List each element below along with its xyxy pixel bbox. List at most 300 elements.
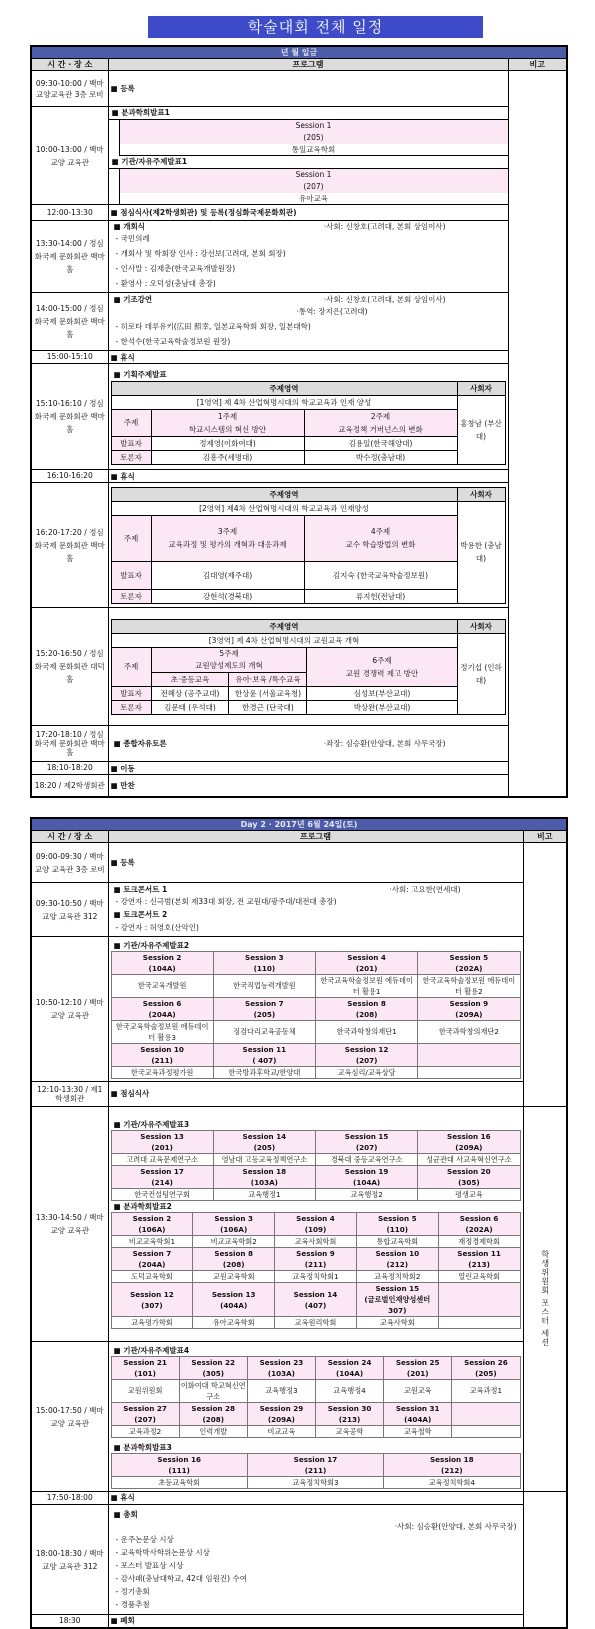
agenda-line: - 포스터 발표상 시상 bbox=[115, 1560, 184, 1570]
session-grid bbox=[111, 1356, 521, 1438]
time-cell: 10:50-12:10 / 백마교양 교육관 bbox=[31, 937, 108, 1082]
session-org bbox=[418, 1066, 520, 1078]
discussant: 김문태 (우석대) bbox=[151, 700, 229, 714]
session-title: Session 1 bbox=[295, 121, 332, 130]
session-header bbox=[193, 1213, 275, 1236]
session-title: Session 25 bbox=[395, 1357, 440, 1367]
session-room: (205) bbox=[303, 133, 324, 142]
session-org: 경북대 중등교육연구소 bbox=[316, 1154, 418, 1166]
session-header bbox=[418, 1043, 520, 1066]
topic-label: 주제 bbox=[111, 409, 151, 436]
session-org: 한국과학창의재단1 bbox=[316, 1020, 418, 1043]
session-header bbox=[111, 951, 213, 974]
session-header bbox=[384, 1453, 520, 1476]
discussant: 박상완(부산교대) bbox=[307, 700, 457, 714]
session-title: Session 2 bbox=[132, 1214, 172, 1223]
talk-heading: ■ 토크콘서트 1 bbox=[113, 885, 168, 895]
session-org: 비교교육 bbox=[247, 1425, 315, 1437]
time-cell: 17:50-18:00 bbox=[31, 1492, 108, 1505]
session-room: (213) bbox=[468, 1260, 490, 1269]
section-heading: ■ 분과학회발표3 bbox=[113, 1442, 172, 1452]
session-title: Session 7 bbox=[245, 998, 284, 1008]
session-room: (111) bbox=[168, 1465, 190, 1475]
session-title: Session 19 bbox=[344, 1167, 389, 1176]
session-org: 교육정치학회4 bbox=[384, 1476, 520, 1488]
program-lunch: ■ 점심식사 bbox=[108, 1082, 523, 1107]
time-cell: 09:30-10:00 / 백마교양교육관 3층 로비 bbox=[31, 71, 108, 107]
session-room: (207) bbox=[134, 1414, 156, 1424]
session-header bbox=[356, 1248, 438, 1271]
session-room: (208) bbox=[355, 1009, 378, 1019]
session-org: 교육심리/교육상담 bbox=[316, 1066, 418, 1078]
session-header bbox=[452, 1402, 520, 1425]
topic-number: 5주제 bbox=[219, 648, 239, 658]
session-title: Session 6 bbox=[459, 1214, 499, 1223]
session-room: (211) bbox=[151, 1055, 173, 1065]
session-header bbox=[418, 951, 520, 974]
session-room: (404A) bbox=[220, 1300, 248, 1310]
session-org: 통일교육학회 bbox=[120, 144, 508, 155]
session-title: Session 21 bbox=[123, 1357, 167, 1367]
moderator-header: 사회자 bbox=[457, 487, 505, 501]
note-cell bbox=[523, 1492, 567, 1629]
col-program-header: 프로그램 bbox=[108, 831, 523, 843]
session-room: (106A) bbox=[138, 1225, 166, 1234]
program-lunch: ■ 점심식사(제2학생회관) 및 등록(정심화국제문화회관) bbox=[108, 205, 508, 221]
session-org: 한국교육학술정보원 에듀데이터 활용1 bbox=[316, 974, 418, 997]
session-room: (307) bbox=[141, 1300, 163, 1310]
session-title: Session 5 bbox=[377, 1214, 417, 1223]
session-title: Session 11 bbox=[242, 1044, 287, 1054]
session-title: Session 23 bbox=[259, 1357, 304, 1367]
session-room: (305) bbox=[202, 1368, 225, 1378]
session-header bbox=[356, 1213, 438, 1236]
session-title: Session 14 bbox=[242, 1132, 287, 1141]
theme-table bbox=[111, 381, 506, 465]
time-cell: 18:20 / 제2학생회관 bbox=[31, 775, 108, 797]
session-room: (407) bbox=[304, 1300, 327, 1310]
time-cell: 12:00-13:30 bbox=[31, 205, 108, 221]
session-title: Session 15 bbox=[375, 1284, 420, 1293]
session-org: 한국컨설팅연구회 bbox=[111, 1189, 213, 1201]
session-org: 비교교육학회1 bbox=[111, 1236, 193, 1248]
session-header bbox=[111, 1248, 193, 1271]
session-org: 한국교육학술정보원 에듀데이터 활용2 bbox=[418, 974, 520, 997]
session-header bbox=[275, 1248, 357, 1271]
session-header bbox=[438, 1213, 520, 1236]
theme-title: [2영역] 제4차 산업혁명시대의 학교교육과 인재양성 bbox=[111, 501, 457, 515]
agenda-line: - 환영사 : 오덕성(충남대 총장) bbox=[115, 279, 216, 289]
session-header bbox=[316, 951, 418, 974]
topic-title: 교수 학습방법의 변화 bbox=[345, 540, 416, 550]
session-org: 유아교육 bbox=[120, 193, 508, 204]
session-header bbox=[111, 997, 213, 1020]
chair-text: ·사회: 고요한(연세대) bbox=[389, 885, 461, 895]
agenda-line: - 강연자 : 허영호(산악인) bbox=[115, 922, 199, 932]
session-org: 한국직업능력개발원 bbox=[213, 974, 315, 997]
presenter: 김대영(제주대) bbox=[151, 561, 304, 589]
chair-text: ·사회: 신창호(고려대, 본회 상임이사) bbox=[323, 295, 446, 305]
session-room: (201) bbox=[151, 1143, 173, 1152]
presenter: 전혜상 (공주교대) bbox=[151, 686, 229, 700]
session-header bbox=[247, 1356, 315, 1379]
agenda-line: - 한석수(한국교육학술정보원 원장) bbox=[115, 336, 231, 346]
session-title: Session 5 bbox=[449, 952, 489, 962]
session-title: Session 1 bbox=[295, 170, 332, 179]
session-header bbox=[247, 1402, 315, 1425]
agenda-line: - 교육학박사학위논문상 시상 bbox=[115, 1547, 210, 1557]
session-header bbox=[193, 1283, 275, 1317]
time-cell: 18:10-18:20 bbox=[31, 762, 108, 775]
chair-text: ·좌장: 심승환(안양대, 본회 사무국장) bbox=[323, 739, 446, 749]
col-program-header: 프로그램 bbox=[108, 59, 508, 71]
day2-schedule-table bbox=[30, 817, 568, 1629]
discussant: 김흥주(세명대) bbox=[151, 450, 304, 464]
session-org: 평생교육 bbox=[418, 1189, 520, 1201]
session-org: 유아교육학회 bbox=[193, 1317, 275, 1329]
day1-schedule-table bbox=[30, 45, 568, 798]
presenter-label: 발표자 bbox=[111, 686, 151, 700]
session-header bbox=[438, 1283, 520, 1317]
program-break: ■ 휴식 bbox=[108, 470, 508, 483]
section-heading: ■ 기관/자유주제발표2 bbox=[113, 940, 190, 950]
session-org: 통합교육학회 bbox=[356, 1236, 438, 1248]
session-header bbox=[247, 1453, 383, 1476]
session-title: Session 28 bbox=[191, 1403, 236, 1413]
session-grid bbox=[111, 1130, 521, 1201]
session-org: 초등교육학회 bbox=[111, 1476, 247, 1488]
session-org: 비교교육학회2 bbox=[193, 1236, 275, 1248]
session-room: (202A) bbox=[455, 963, 483, 973]
session-org: 교육정치학회3 bbox=[247, 1476, 383, 1488]
session-room: (212) bbox=[441, 1465, 463, 1475]
session-header bbox=[213, 1166, 315, 1189]
session-room: (110) bbox=[253, 963, 276, 973]
session-org: 징검다리교육공동체 bbox=[213, 1020, 315, 1043]
agenda-line: - 개회사 및 학회장 인사 : 강선보(고려대, 본회 회장) bbox=[115, 249, 286, 259]
session-org: 교육행정2 bbox=[316, 1189, 418, 1201]
session-room: (204A) bbox=[138, 1260, 166, 1269]
topic-number: 3주제 bbox=[217, 527, 238, 537]
session-title: Session 8 bbox=[214, 1249, 254, 1258]
moderator: 정기섭 (인하대) bbox=[457, 633, 505, 714]
time-cell: 09:30-10:50 / 백마교양 교육관 312 bbox=[31, 883, 108, 937]
session-org: 인력개발 bbox=[179, 1425, 247, 1437]
session-room: (201) bbox=[406, 1368, 429, 1378]
col-time-header: 시 간 · 장 소 bbox=[31, 59, 108, 71]
session-title: Session 12 bbox=[130, 1289, 174, 1299]
session-title: Session 27 bbox=[123, 1403, 167, 1413]
session-title: Session 31 bbox=[395, 1403, 440, 1413]
session-title: Session 12 bbox=[344, 1044, 389, 1054]
session-org: 교육과정1 bbox=[452, 1379, 520, 1402]
opening-heading: ■ 개회식 bbox=[113, 222, 145, 231]
session-header bbox=[452, 1356, 520, 1379]
col-note-header: 비고 bbox=[523, 831, 567, 843]
presenter: 정제영(이화여대) bbox=[151, 436, 304, 450]
time-cell: 10:00-13:00 / 백마교양 교육관 bbox=[31, 107, 108, 205]
session-title: Session 10 bbox=[375, 1249, 420, 1258]
session-room: (101) bbox=[134, 1368, 156, 1378]
session-title: Session 22 bbox=[191, 1357, 236, 1367]
session-room: (103A) bbox=[267, 1368, 295, 1378]
session-room: (305) bbox=[458, 1178, 480, 1187]
session-title: Session 29 bbox=[259, 1403, 304, 1413]
moderator: 홍창남 (부산대) bbox=[457, 395, 505, 464]
session-title: Session 9 bbox=[449, 998, 489, 1008]
topic-label: 주제 bbox=[111, 515, 151, 561]
theme-title: [1영역] 제 4차 산업혁명시대의 학교교육과 인재 양성 bbox=[111, 395, 457, 409]
time-cell: 18:30 bbox=[31, 1615, 108, 1629]
session-room: (212) bbox=[386, 1260, 409, 1269]
session-room: (104A) bbox=[353, 1178, 381, 1187]
agenda-line: - 강연자 : 신극범(본회 제33대 회장, 전 교원대/광주대/대전대 총장) bbox=[115, 896, 337, 906]
session-grid bbox=[111, 951, 521, 1079]
theme-title: [3영역] 제 4차 산업혁명시대의 교원교육 개혁 bbox=[111, 633, 457, 647]
moderator-header: 사회자 bbox=[457, 381, 505, 395]
session-title: Session 3 bbox=[214, 1214, 254, 1223]
discussion-heading: ■ 종합자유토론 bbox=[113, 739, 167, 749]
session-title: Session 7 bbox=[132, 1249, 172, 1258]
area-header: 주제영역 bbox=[111, 619, 457, 633]
session-org: 고려대 교육문제연구소 bbox=[111, 1154, 213, 1166]
session-title: Session 15 bbox=[344, 1132, 389, 1141]
page-title: 학술대회 전체 일정 bbox=[148, 16, 483, 38]
session-block bbox=[119, 169, 508, 204]
session-title: Session 9 bbox=[296, 1249, 335, 1258]
session-title: Session 13 bbox=[211, 1289, 256, 1299]
time-cell: 14:00-15:00 / 정심화국제 문화회관 백마홀 bbox=[31, 293, 108, 351]
session-header bbox=[213, 997, 315, 1020]
keynote-heading: ■ 기조강연 bbox=[113, 295, 153, 305]
session-title: Session 11 bbox=[457, 1249, 501, 1258]
chair-text: ·사회: 신창호(고려대, 본회 상임이사) bbox=[323, 222, 446, 231]
session-title: Session 3 bbox=[245, 952, 284, 962]
moderator: 박용한 (충남대) bbox=[457, 501, 505, 603]
session-header bbox=[111, 1043, 213, 1066]
theme-table bbox=[111, 487, 506, 604]
session-org: 교육정치학회1 bbox=[275, 1271, 357, 1283]
day1-banner: 년 월 일금 bbox=[31, 46, 567, 59]
session-org: 교육사회학회 bbox=[275, 1236, 357, 1248]
program-break: ■ 휴식 bbox=[108, 1492, 523, 1505]
session-org bbox=[438, 1317, 520, 1329]
session-org: 재정경제학회 bbox=[438, 1236, 520, 1248]
session-room: (104A) bbox=[335, 1368, 364, 1378]
time-cell: 13:30-14:50 / 백마교양 교육관 bbox=[31, 1107, 108, 1342]
presenter: 한상윤 (서울교육청) bbox=[229, 686, 307, 700]
program-registration: ■ 등록 bbox=[108, 843, 523, 883]
session-title: Session 18 bbox=[242, 1167, 287, 1176]
session-title: Session 4 bbox=[347, 952, 386, 962]
session-block bbox=[119, 120, 508, 156]
agenda-line: - 히로타 데루유키(広田 照幸, 일본교육학회 회장, 일본대학) bbox=[115, 321, 311, 331]
session-title: Session 14 bbox=[293, 1289, 338, 1299]
topic-title: 학교시스템의 혁신 방안 bbox=[188, 424, 267, 434]
time-cell: 12:10-13:30 / 제1학생회관 bbox=[31, 1082, 108, 1107]
session-room: (205) bbox=[253, 1009, 276, 1019]
session-org: 영남대 고등교육정책연구소 bbox=[213, 1154, 315, 1166]
time-cell: 18:00-18:30 / 백마교양 교육관 312 bbox=[31, 1505, 108, 1615]
section-heading: ■ 분과학회발표1 bbox=[109, 107, 508, 120]
session-room: (109) bbox=[304, 1225, 327, 1234]
session-room: (글로벌인재양성센터 307) bbox=[364, 1295, 431, 1315]
time-cell: 09:00-09:30 / 백마교양 교육관 3층 로비 bbox=[31, 843, 108, 883]
discussant: 한경근 (단국대) bbox=[229, 700, 307, 714]
discussant-label: 토론자 bbox=[111, 700, 151, 714]
interpreter-text: ·통역: 장지은(고려대) bbox=[296, 306, 368, 316]
presenter: 김지숙 (한국교육학술정보원) bbox=[304, 561, 457, 589]
agenda-line: - 경품추첨 bbox=[115, 1599, 150, 1609]
area-header: 주제영역 bbox=[111, 381, 457, 395]
session-room: (106A) bbox=[220, 1225, 248, 1234]
session-header bbox=[316, 1043, 418, 1066]
session-header bbox=[356, 1283, 438, 1317]
chair-text: ·사회: 심승환(안양대, 본회 사무국장) bbox=[394, 1521, 517, 1531]
session-title: Session 4 bbox=[296, 1214, 335, 1223]
session-header bbox=[275, 1283, 357, 1317]
topic-number: 1주제 bbox=[217, 411, 238, 421]
agenda-line: - 국민의례 bbox=[115, 234, 150, 244]
session-org: 교육행정1 bbox=[213, 1189, 315, 1201]
session-title: Session 17 bbox=[293, 1454, 338, 1464]
agenda-line: - 정기총회 bbox=[115, 1586, 150, 1596]
session-header bbox=[111, 1402, 179, 1425]
topic-number: 4주제 bbox=[370, 527, 391, 537]
session-org: 교육정치학회2 bbox=[356, 1271, 438, 1283]
session-org: 한국교육학술정보원 에듀데이터 활용3 bbox=[111, 1020, 213, 1043]
presenter: 김용일(한국해양대) bbox=[304, 436, 457, 450]
session-org: 한국방과후학교/한양대 bbox=[213, 1066, 315, 1078]
topic-title: 교육정책 거버넌스의 변화 bbox=[338, 424, 423, 434]
session-room: (209A) bbox=[267, 1414, 295, 1424]
session-header bbox=[193, 1248, 275, 1271]
session-grid bbox=[111, 1453, 521, 1489]
note-cell bbox=[508, 71, 567, 797]
time-cell: 16:20-17:20 / 정심화국제 문화회관 백마홀 bbox=[31, 483, 108, 608]
session-room: (207) bbox=[355, 1055, 378, 1065]
section-heading: ■ 기관/자유주제발표3 bbox=[113, 1120, 190, 1129]
discussant-label: 토론자 bbox=[111, 450, 151, 464]
session-header bbox=[111, 1213, 193, 1236]
session-room: (207) bbox=[303, 182, 324, 191]
time-cell: 15:20-16:50 / 정심화국제 문화회관 대덕홀 bbox=[31, 608, 108, 726]
session-title: Session 18 bbox=[430, 1454, 474, 1464]
col-time-header: 시 간 / 장 소 bbox=[31, 831, 108, 843]
session-header bbox=[179, 1356, 247, 1379]
session-header bbox=[213, 1131, 315, 1154]
session-title: Session 10 bbox=[140, 1044, 184, 1054]
session-org: 교원위원회 bbox=[111, 1379, 179, 1402]
agenda-line: - 인사말 : 김재춘(한국교육개발원장) bbox=[115, 264, 236, 274]
session-title: Session 20 bbox=[447, 1167, 491, 1176]
moderator-header: 사회자 bbox=[457, 619, 505, 633]
program-closing: ■ 폐회 bbox=[108, 1615, 523, 1629]
plan-heading: ■ 기획주제발표 bbox=[113, 369, 167, 379]
time-cell: 15:10-16:10 / 정심화국제 문화회관 백마홀 bbox=[31, 364, 108, 470]
session-org bbox=[452, 1425, 520, 1437]
session-room: (110) bbox=[386, 1225, 409, 1234]
session-org: 한국교육과정평가원 bbox=[111, 1066, 213, 1078]
topic-label: 주제 bbox=[111, 647, 151, 686]
time-cell: 13:30-14:00 / 정심화국제 문화회관 백마홀 bbox=[31, 221, 108, 293]
session-org: 열린교육학회 bbox=[438, 1271, 520, 1283]
time-cell: 17:20-18:10 / 정심화국제 문화회관 백마홀 bbox=[31, 726, 108, 762]
session-room: (211) bbox=[304, 1465, 327, 1475]
session-room: (205) bbox=[475, 1368, 497, 1378]
area-header: 주제영역 bbox=[111, 487, 457, 501]
session-header bbox=[275, 1213, 357, 1236]
session-org: 교원교육 bbox=[384, 1379, 452, 1402]
session-org: 교육사학회 bbox=[356, 1317, 438, 1329]
program-move: ■ 이동 bbox=[108, 762, 508, 775]
presenter-label: 발표자 bbox=[111, 561, 151, 589]
session-org: 이화여대 학교혁신연구소 bbox=[180, 1380, 246, 1401]
poster-session-note: 학생위원회 포스터 세션 bbox=[523, 1107, 567, 1492]
session-org: 교육행정4 bbox=[315, 1379, 383, 1402]
time-cell: 15:00-15:10 bbox=[31, 351, 108, 364]
session-header bbox=[111, 1453, 247, 1476]
session-header bbox=[179, 1402, 247, 1425]
session-title: Session 24 bbox=[327, 1357, 372, 1367]
agenda-line: - 감사패(충남대학교, 42대 임원진) 수여 bbox=[115, 1573, 247, 1583]
session-header bbox=[418, 1166, 520, 1189]
session-title: Session 6 bbox=[142, 998, 182, 1008]
program-registration: ■ 등록 bbox=[108, 71, 508, 107]
session-title: Session 17 bbox=[140, 1167, 184, 1176]
session-title: Session 13 bbox=[140, 1132, 184, 1141]
section-heading: ■ 기관/자유주제발표4 bbox=[113, 1345, 190, 1355]
session-org: 성균관대 사교육혁신연구소 bbox=[418, 1154, 520, 1166]
discussant: 박수정(충남대) bbox=[304, 450, 457, 464]
discussant: 강현석(경북대) bbox=[151, 589, 304, 603]
session-title: Session 8 bbox=[347, 998, 386, 1008]
session-title: Session 16 bbox=[447, 1132, 491, 1141]
session-room: (209A) bbox=[455, 1009, 483, 1019]
assembly-heading: ■ 총회 bbox=[113, 1509, 138, 1519]
session-org: 교육공학 bbox=[315, 1425, 383, 1437]
session-org: 도덕교육학회 bbox=[111, 1271, 193, 1283]
session-header bbox=[316, 1131, 418, 1154]
session-header bbox=[418, 997, 520, 1020]
note-cell bbox=[523, 843, 567, 1107]
section-heading: ■ 분과학회발표2 bbox=[113, 1202, 172, 1211]
session-room: (214) bbox=[151, 1178, 173, 1187]
session-room: (204A) bbox=[148, 1009, 176, 1019]
topic-title: 교육과정 및 평가의 개혁과 대응과제 bbox=[168, 540, 287, 550]
session-title: Session 26 bbox=[464, 1357, 508, 1367]
session-grid bbox=[111, 1212, 521, 1329]
session-org: 교육철학 bbox=[384, 1425, 452, 1437]
session-org: 한국교육개발원 bbox=[111, 974, 213, 997]
program-break: ■ 휴식 bbox=[108, 351, 508, 364]
session-title: Session 30 bbox=[327, 1403, 372, 1413]
presenter-label: 발표자 bbox=[111, 436, 151, 450]
session-room: (208) bbox=[202, 1414, 225, 1424]
session-org: 교육평가학회 bbox=[111, 1317, 193, 1329]
session-title: Session 16 bbox=[157, 1454, 201, 1464]
agenda-line: - 운주논문상 시상 bbox=[115, 1534, 174, 1544]
session-room: (103A) bbox=[250, 1178, 278, 1187]
session-title: Session 2 bbox=[142, 952, 182, 962]
session-room: (211) bbox=[304, 1260, 327, 1269]
session-room: ( 407) bbox=[252, 1055, 277, 1065]
session-header bbox=[315, 1402, 383, 1425]
topic-number: 6주제 bbox=[372, 655, 392, 665]
session-room: (205) bbox=[253, 1143, 276, 1152]
program-dinner: ■ 만찬 bbox=[108, 775, 508, 797]
session-header bbox=[316, 1166, 418, 1189]
